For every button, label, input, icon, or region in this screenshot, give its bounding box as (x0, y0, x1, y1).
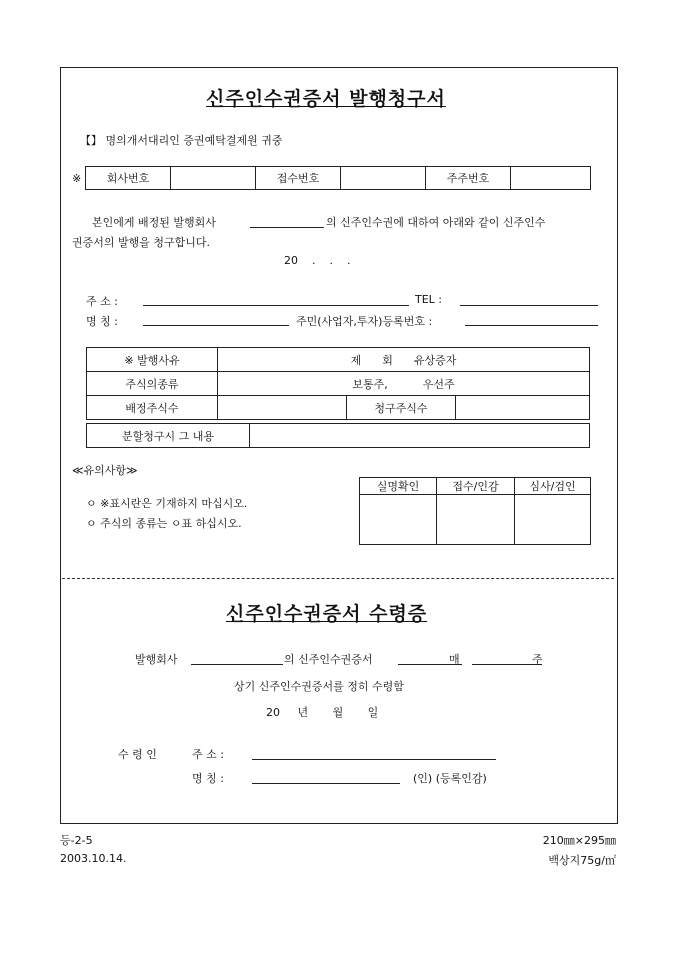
stock-type-label: 주식의종류 (87, 372, 218, 396)
receipt-shares-unit: 주 (532, 653, 543, 666)
approval-cell-realname (360, 495, 437, 545)
shareholder-no-label: 주주번호 (426, 167, 511, 190)
note-item: ㅇ ※표시란은 기재하지 마십시오. (86, 497, 248, 510)
company-no-label: 회사번호 (86, 167, 171, 190)
receipt-title: 신주인수권증서 수령증 (226, 603, 428, 625)
approval-header-realname: 실명확인 (360, 478, 437, 495)
footer-paper-size: 210㎜×295㎜ (542, 834, 616, 847)
split-label: 분할청구시 그 내용 (87, 424, 250, 448)
address-label: 주 소 : (86, 295, 118, 308)
receipt-confirm-text: 상기 신주인수권증서를 정히 수령함 (234, 680, 404, 693)
form-title: 신주인수권증서 발행청구서 (206, 88, 446, 110)
stock-type-value: 보통주, 우선주 (218, 372, 590, 396)
receipt-name-label: 명 칭 : (192, 772, 224, 785)
reason-label: ※ 발행사유 (87, 348, 218, 372)
receipt-address-label: 주 소 : (192, 748, 224, 761)
requested-value[interactable] (456, 396, 590, 420)
footer-form-code: 등-2-5 (60, 834, 93, 847)
cut-line (62, 578, 614, 579)
split-table (86, 423, 590, 448)
requester-line: 【】 명의개서대리인 증권예탁결제원 귀중 (80, 134, 283, 147)
name-label: 명 칭 : (86, 315, 118, 328)
receipt-address-field[interactable] (252, 759, 496, 760)
shareholder-no-value[interactable] (511, 167, 591, 190)
approval-header-review: 심사/검인 (515, 478, 591, 495)
receiver-label: 수 령 인 (118, 748, 157, 761)
note-item: ㅇ 주식의 종류는 ㅇ표 하십시오. (86, 517, 242, 530)
regno-label: 주민(사업자,투자)등록번호 : (296, 315, 433, 328)
body-text-3: 권증서의 발행을 청구합니다. (72, 236, 211, 249)
receipt-issuer-label: 발행회사 (135, 653, 178, 666)
request-date: 20 . . . (284, 254, 351, 267)
receipt-seal-text: (인) (등록인감) (413, 772, 487, 785)
receipt-sheets-unit: 매 (449, 653, 460, 666)
receipt-issuer-field[interactable] (191, 664, 283, 665)
requested-label: 청구주식수 (347, 396, 456, 420)
receipt-date: 20 년 월 일 (266, 706, 379, 719)
regno-field[interactable] (465, 325, 598, 326)
issuer-company-blank[interactable] (250, 227, 324, 228)
reason-value: 제 회 유상증자 (218, 348, 590, 372)
mark-asterisk: ※ (72, 172, 82, 185)
id-table (85, 166, 591, 190)
receipt-name-field[interactable] (252, 783, 400, 784)
tel-field[interactable] (460, 305, 598, 306)
approval-table (359, 477, 591, 545)
approval-header-receipt: 접수/인감 (437, 478, 515, 495)
approval-cell-receipt (437, 495, 515, 545)
split-value[interactable] (250, 424, 590, 448)
name-field[interactable] (143, 325, 289, 326)
footer-paper-type: 백상지75g/㎡ (548, 854, 616, 867)
allotted-label: 배정주식수 (87, 396, 218, 420)
body-text-2: 의 신주인수권에 대하여 아래와 같이 신주인수 (326, 216, 546, 229)
address-field[interactable] (143, 305, 409, 306)
company-no-value[interactable] (171, 167, 256, 190)
body-text-1: 본인에게 배정된 발행회사 (92, 216, 216, 229)
tel-label: TEL : (415, 293, 443, 306)
allotted-value[interactable] (218, 396, 347, 420)
receipt-no-label: 접수번호 (256, 167, 341, 190)
receipt-issuer-suffix: 의 신주인수권증서 (284, 653, 373, 666)
approval-cell-review (515, 495, 591, 545)
detail-table (86, 347, 590, 420)
notes-heading: ≪유의사항≫ (72, 464, 138, 477)
footer-form-date: 2003.10.14. (60, 852, 127, 865)
receipt-no-value[interactable] (341, 167, 426, 190)
